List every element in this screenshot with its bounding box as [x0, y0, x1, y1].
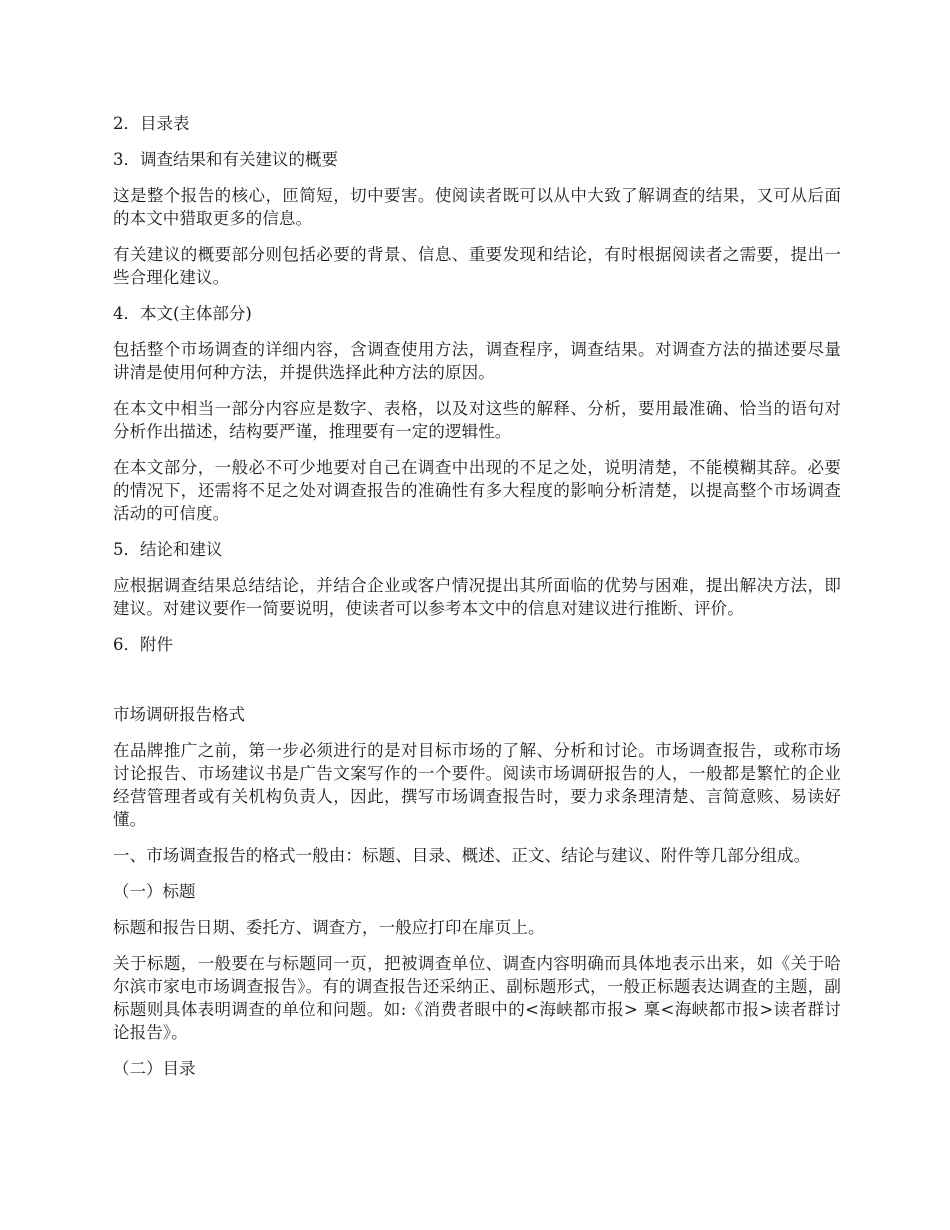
section-heading-body: 4．本文(主体部分) [113, 304, 252, 323]
document-page [113, 112, 841, 1093]
paragraph: 在本文部分，一般必不可少地要对自己在调查中出现的不足之处，说明清楚，不能模糊其辞。必要的情况下，还需将不足之处对调查报告的准确性有多大程度的影响分析清楚，以提高整个市场调查活动的可信度。 [113, 458, 841, 523]
section-gap [113, 669, 841, 703]
paragraph: 这是整个报告的核心，匝简短，切中要害。使阅读者既可以从中大致了解调查的结果，又可从后面的本文中猎取更多的信息。 [113, 186, 841, 228]
paragraph: 有关建议的概要部分则包括必要的背景、信息、重要发现和结论，有时根据阅读者之需要，提出一些合理化建议。 [113, 245, 841, 287]
section-heading-title: （一）标题 [113, 882, 196, 901]
paragraph: 一、市场调查报告的格式一般由：标题、目录、概述、正文、结论与建议、附件等几部分组成。 [113, 846, 811, 865]
paragraph: 包括整个市场调查的详细内容，含调查使用方法，调查程序，调查结果。对调查方法的描述要尽量讲清是使用何种方法，并提供选择此种方法的原因。 [113, 340, 841, 382]
section-heading-contents: （二）目录 [113, 1059, 196, 1078]
paragraph: 关于标题，一般要在与标题同一页，把被调查单位、调查内容明确而具体地表示出来，如《关于哈尔滨市家电市场调查报告》。有的调查报告还采纳正、副标题形式，一般正标题表达调查的主题，副标题则具体表明调查的单位和问题。如:《消费者眼中的<海峡都市报> 稟<海峡都市报>读者群讨论报告》。 [113, 954, 841, 1042]
paragraph: 在本文中相当一部分内容应是数字、表格，以及对这些的解释、分析，要用最准确、恰当的语句对分析作出描述，结构要严谨，推理要有一定的逻辑性。 [113, 399, 841, 441]
section-heading-summary: 3．调查结果和有关建议的概要 [113, 150, 338, 169]
paragraph: 标题和报告日期、委托方、调查方，一般应打印在扉页上。 [113, 918, 545, 937]
section-heading-toc: 2．目录表 [113, 114, 190, 133]
paragraph: 应根据调查结果总结结论，并结合企业或客户情况提出其所面临的优势与困难，提出解决方法，即建议。对建议要作一简要说明，使读者可以参考本文中的信息对建议进行推断、评价。 [113, 576, 841, 618]
section-heading-conclusion: 5．结论和建议 [113, 540, 223, 559]
document-title: 市场调研报告格式 [113, 705, 245, 724]
section-heading-appendix: 6．附件 [113, 635, 173, 654]
paragraph: 在品牌推广之前，第一步必须进行的是对目标市场的了解、分析和讨论。市场调查报告，或称市场讨论报告、市场建议书是广告文案写作的一个要件。阅读市场调研报告的人，一般都是繁忙的企业经营管理者或有关机构负责人，因此，撰写市场调查报告时，要力求条理清楚、言简意赅、易读好懂。 [113, 741, 841, 829]
